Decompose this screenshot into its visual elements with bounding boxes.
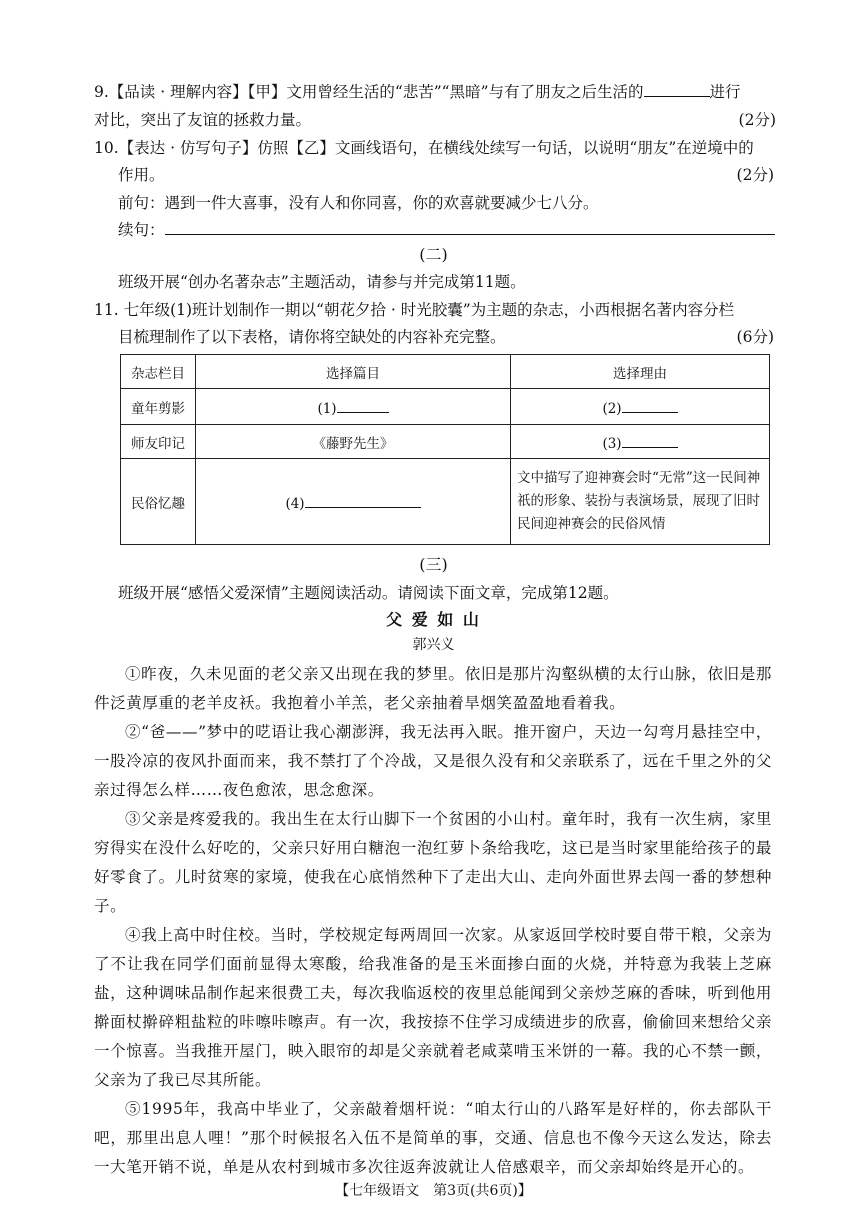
- q9-score: (2分): [738, 111, 776, 129]
- q9-line1: 9.【品读 · 理解内容】【甲】文用曾经生活的“悲苦”“黑暗”与有了朋友之后生活的 进行: [94, 78, 774, 106]
- q10-line2: 作用。 (2分): [118, 161, 774, 189]
- row-column-name: 童年剪影: [121, 389, 196, 425]
- blank-3[interactable]: [622, 431, 678, 448]
- paragraph-4: ④我上高中时住校。当时，学校规定每两周回一次家。从家返回学校时要自带干粮，父亲为了不让我在同学们面前显得太寒酸，给我准备的是玉米面掺白面的火烧，并特意为我装上芝麻盐，这种调味品制作起来很费工夫，每次我临返校的夜里总能闻到父亲炒芝麻的香味，听到他用擀面杖擀碎粗盐粒的咔嚓咔嚓声。有一次，我按捺不住学习成绩进步的欣喜，偷偷回来想给父亲一个惊喜。当我推开屋门，映入眼帘的却是父亲就着老咸菜啃玉米饼的一幕。我的心不禁一颤，父亲为了我已尽其所能。: [94, 926, 772, 1089]
- q10-continuation: 续句：: [118, 216, 798, 244]
- row-reason-cell: (3): [511, 425, 770, 459]
- q9-answer-blank[interactable]: [644, 80, 710, 97]
- section-2-intro: 班级开展“创办名著杂志”主题活动，请参与并完成第11题。: [118, 273, 526, 291]
- blank-1[interactable]: [337, 396, 389, 413]
- magazine-table: [120, 354, 770, 545]
- q10-prev-sentence: 前句：遇到一件大喜事，没有人和你同喜，你的欢喜就要减少七八分。: [118, 194, 599, 212]
- q10-line1: 10.【表达 · 仿写句子】仿照【乙】文画线语句，在横线处续写一句话，以说明“朋友”在逆境中的: [94, 139, 754, 157]
- paragraph-1: ①昨夜，久未见面的老父亲又出现在我的梦里。依旧是那片沟壑纵横的太行山脉，依旧是那件泛黄厚重的老羊皮袄。我抱着小羊羔，老父亲抽着旱烟笑盈盈地看着我。: [94, 665, 772, 712]
- article-author: 郭兴义: [412, 637, 455, 653]
- section-2-title: (二): [419, 245, 448, 264]
- table-header-row: [121, 355, 770, 389]
- q10-score: (2分): [736, 166, 774, 184]
- row-title-cell: (4): [196, 459, 511, 545]
- table-row: [121, 425, 770, 459]
- q11-line2: 目梳理制作了以下表格，请你将空缺处的内容补充完整。 (6分): [118, 323, 774, 351]
- q9-line2: 对比，突出了友谊的拯救力量。 (2分): [94, 106, 774, 134]
- table-row: [121, 459, 770, 545]
- article-body: [94, 660, 772, 1182]
- table-header-reason: 选择理由: [511, 355, 770, 389]
- row-column-name: 民俗忆趣: [121, 459, 196, 545]
- section-3-intro: 班级开展“感悟父爱深情”主题阅读活动。请阅读下面文章，完成第12题。: [118, 584, 619, 602]
- article-title: 父 爱 如 山: [386, 610, 481, 629]
- table-header-column: 杂志栏目: [121, 355, 196, 389]
- row-title-cell: 《藤野先生》: [196, 425, 511, 459]
- q11-line1: 11. 七年级(1)班计划制作一期以“朝花夕拾 · 时光胶囊”为主题的杂志，小西根据名著内容分栏: [94, 301, 735, 319]
- paragraph-3: ③父亲是疼爱我的。我出生在太行山脚下一个贫困的小山村。童年时，我有一次生病，家里穷得实在没什么好吃的，父亲只好用白糖泡一泡红萝卜条给我吃，这已是当时家里能给孩子的最好零食了。儿时贫寒的家境，使我在心底悄然种下了走出大山、走向外面世界去闯一番的梦想种子。: [94, 810, 772, 915]
- paragraph-2: ②“爸——”梦中的呓语让我心潮澎湃，我无法再入眠。推开窗户，天边一勾弯月悬挂空中，一股冷凉的夜风扑面而来，我不禁打了个冷战，又是很久没有和父亲联系了，远在千里之外的父亲过得怎么样……夜色愈浓，思念愈深。: [94, 723, 772, 799]
- section-3-title: (三): [419, 555, 448, 574]
- row-column-name: 师友印记: [121, 425, 196, 459]
- paragraph-5: ⑤1995年，我高中毕业了，父亲敲着烟杆说：“咱太行山的八路军是好样的，你去部队干吧，那里出息人哩！”那个时候报名入伍不是简单的事，交通、信息也不像今天这么发达，除去一大笔开销不说，单是从农村到城市多次往返奔波就让人倍感艰辛，而父亲却始终是开心的。: [94, 1100, 772, 1176]
- table-row: [121, 389, 770, 425]
- q11-score: (6分): [736, 328, 774, 346]
- row-reason-cell: (2): [511, 389, 770, 425]
- page-footer: 【七年级语文 第3页(共6页)】: [335, 1183, 532, 1199]
- row-title-cell: (1): [196, 389, 511, 425]
- table-header-title: 选择篇目: [196, 355, 511, 389]
- blank-2[interactable]: [622, 396, 678, 413]
- row-reason-cell: 文中描写了迎神赛会时“无常”这一民间神祇的形象、装扮与表演场景，展现了旧时民间迎神赛会的民俗风情: [511, 459, 770, 545]
- q10-answer-line[interactable]: [165, 218, 775, 235]
- blank-4[interactable]: [305, 491, 421, 508]
